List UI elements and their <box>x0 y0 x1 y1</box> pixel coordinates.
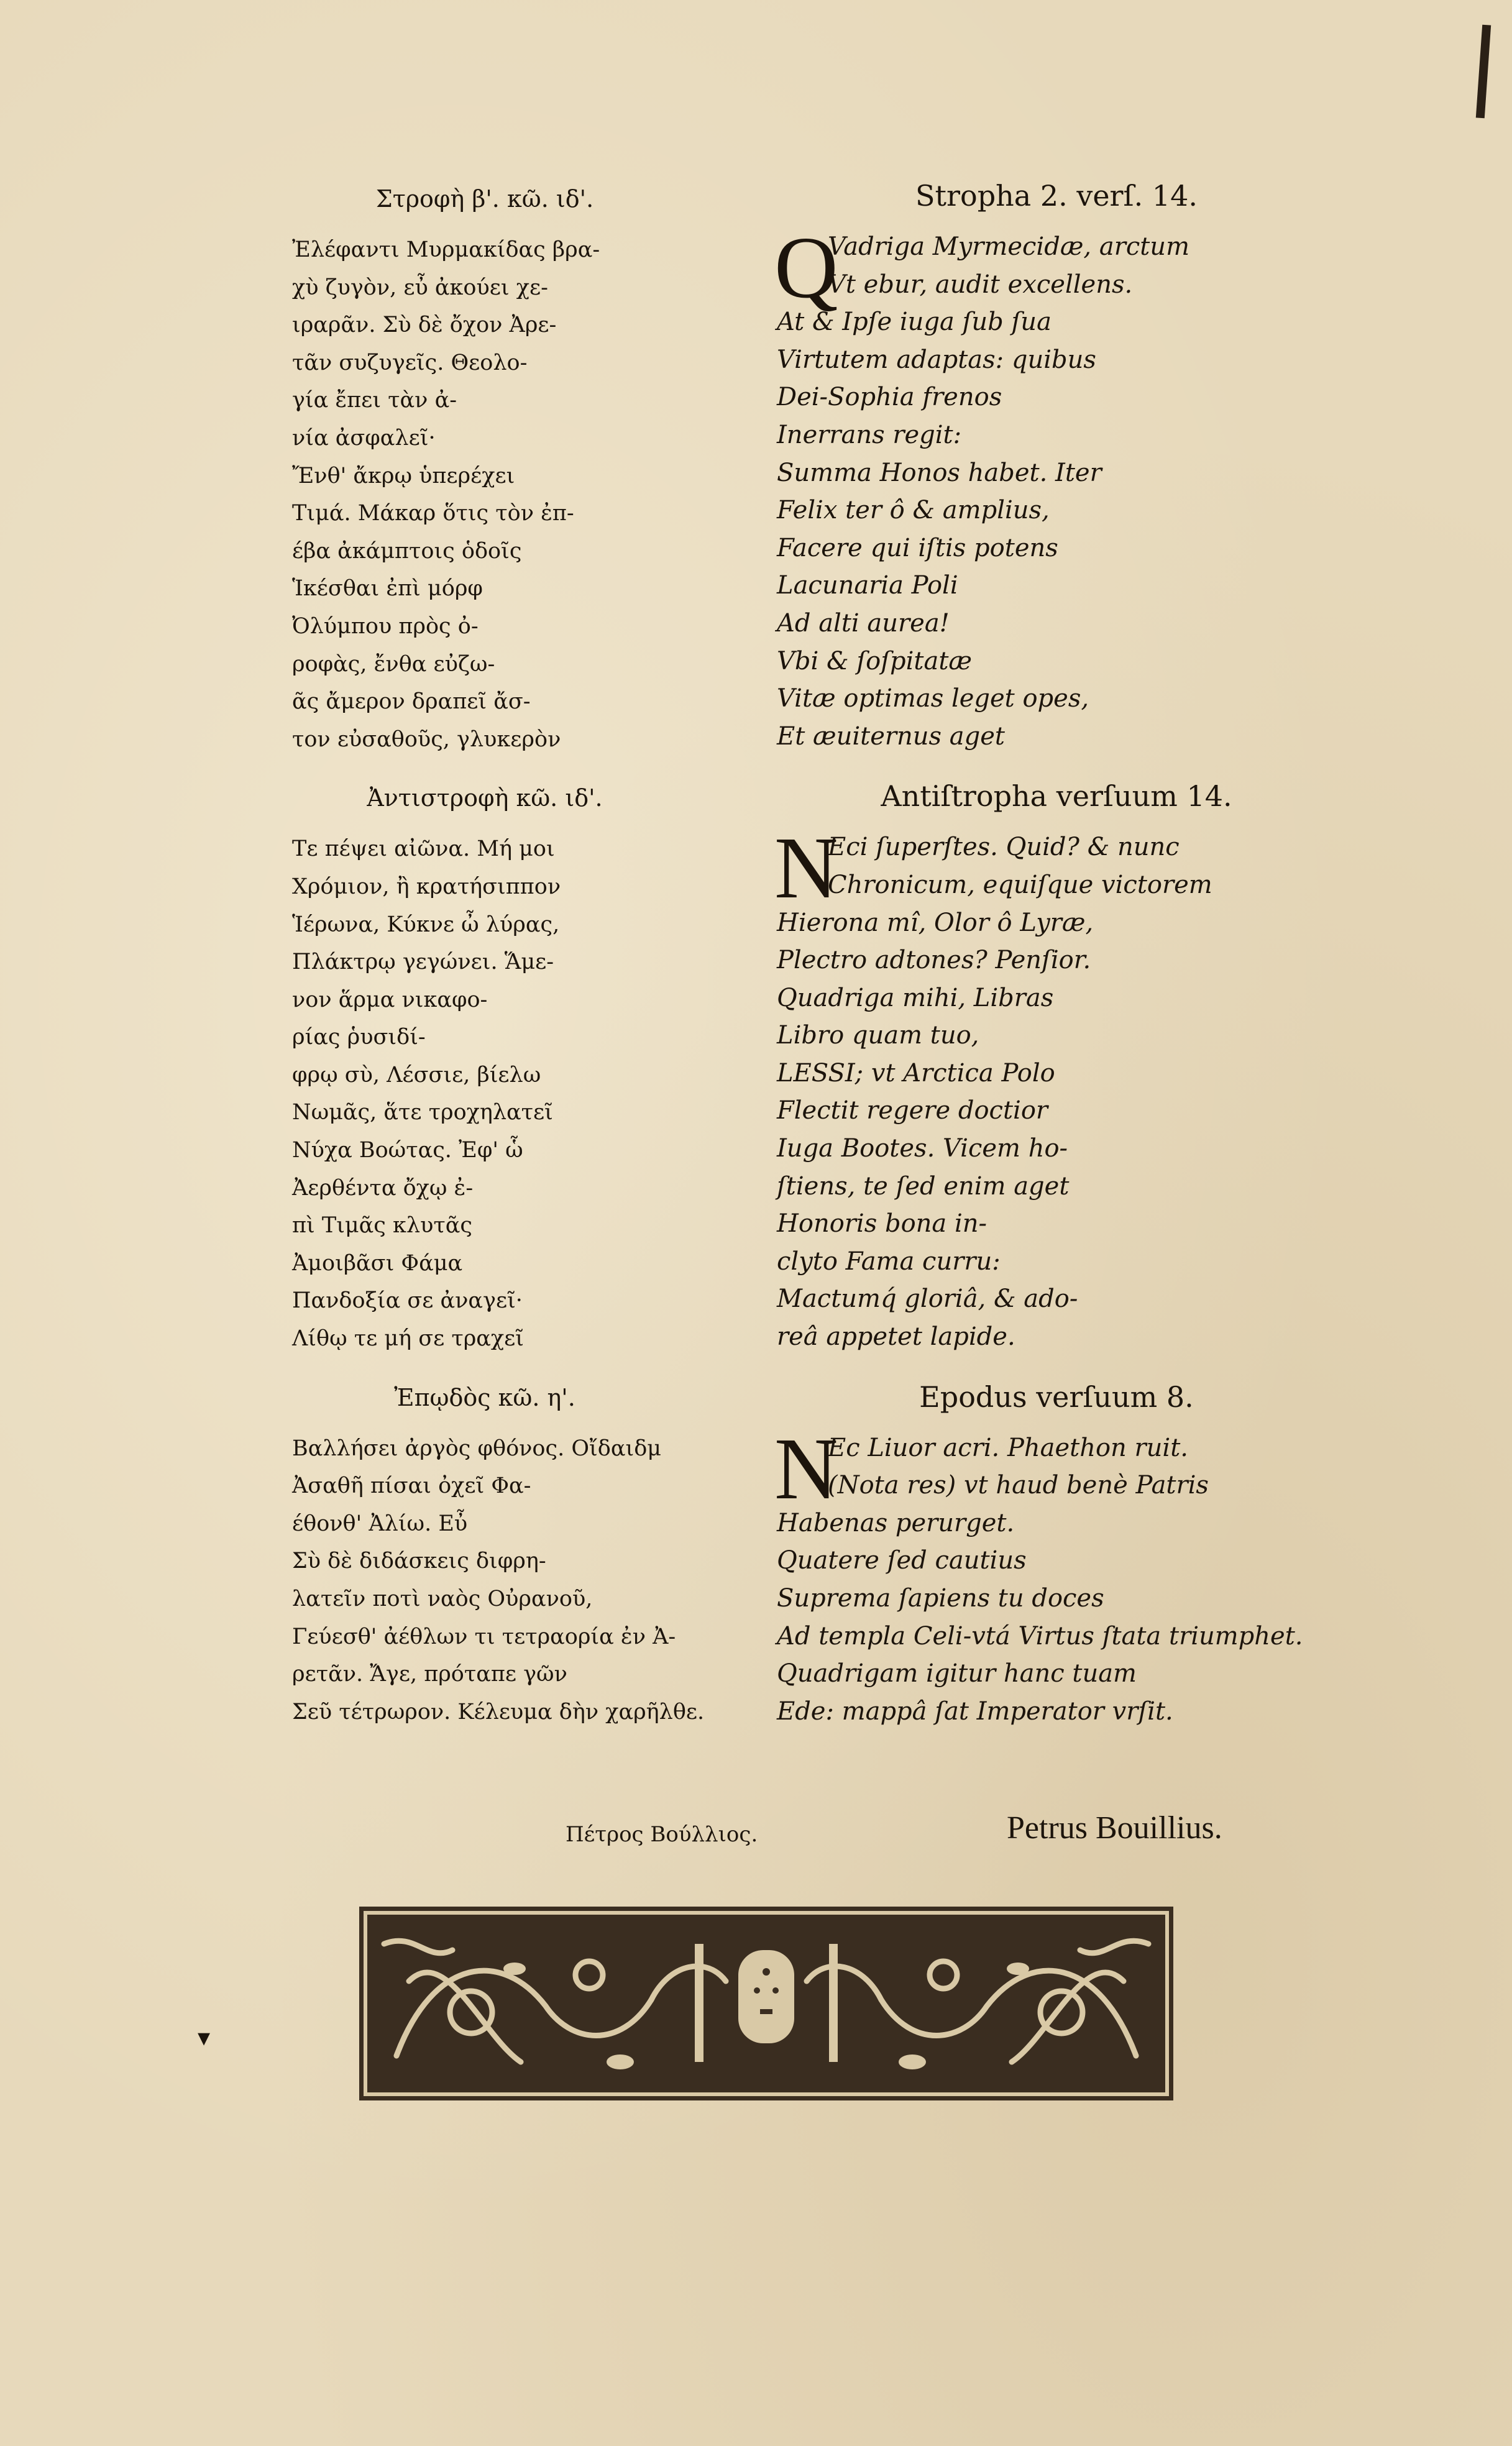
verse-line: Felix ter ô & amplius, <box>777 496 1050 525</box>
verse-line: Chronicum, equiſque victorem <box>828 870 1212 899</box>
verse-line: Flectit regere doctior <box>777 1096 1048 1125</box>
verse-line: Σεῦ τέτρωρον. Κέλευμα δὴν χαρῆλθε. <box>292 1699 705 1725</box>
verse-line: Summa Honos habet. Iter <box>777 458 1102 487</box>
verse-line: Ἱέρωνα, Κύκνε ὦ λύρας, <box>292 912 560 937</box>
greek-epode <box>292 1430 705 1731</box>
verse-line: Νωμᾶς, ἅτε τροχηλατεῖ <box>292 1100 553 1125</box>
verse-line: Λίθῳ τε μή σε τραχεῖ <box>292 1326 524 1352</box>
stray-mark: ▾ <box>198 2023 211 2052</box>
verse-line: Lacunaria Poli <box>777 571 958 600</box>
verse-line: φρῳ σὺ, Λέσσιε, βίελω <box>292 1062 541 1088</box>
verse-line: τον εὐσαθοῦς, γλυκερὸν <box>292 726 561 752</box>
verse-line: (Nota res) vt haud benè Patris <box>828 1471 1209 1500</box>
drop-cap-n: N <box>774 818 838 917</box>
verse-line: Τε πέψει αἰῶνα. Μή μοι <box>292 836 555 862</box>
verse-line: At & Ipſe iuga ſub ſua <box>777 308 1052 337</box>
verse-line: νον ἅρμα νικαφο- <box>292 987 488 1012</box>
verse-line: Βαλλήσει ἀργὸς φθόνος. Οἴδαιδμ <box>292 1436 662 1461</box>
verse-line: LESSI; vt Arctica Polo <box>777 1058 1055 1088</box>
verse-line: Ἔνθ' ἄκρῳ ὑπερέχει <box>292 463 515 488</box>
latin-antistrophe-heading: Antiſtropha verſuum 14. <box>881 779 1232 813</box>
latin-strophe-heading: Stropha 2. verſ. 14. <box>915 179 1198 213</box>
verse-line: Γεύεσθ' ἀέθλων τι τετραορία ἐν Ἀ- <box>292 1624 676 1649</box>
verse-line: Et æuiternus aget <box>777 721 1005 751</box>
verse-line: Ἀερθέντα ὄχῳ ἐ- <box>292 1175 474 1201</box>
greek-strophe-heading: Στροφὴ β'. κῶ. ιδ'. <box>375 185 594 213</box>
greek-signature: Πέτρος Βούλλιος. <box>566 1822 758 1847</box>
verse-line: ᾶς ἄμερον δραπεῖ ἄσ- <box>292 689 531 715</box>
greek-antistrophe <box>292 830 677 1357</box>
verse-line: ροφὰς, ἔνθα εὐζω- <box>292 651 495 677</box>
verse-line: Ὀλύμπου πρὸς ὀ- <box>292 613 479 639</box>
verse-line: ρετᾶν. Ἄγε, πρόταπε γῶν <box>292 1662 567 1687</box>
verse-line: Πλάκτρῳ γεγώνει. Ἅμε- <box>292 950 554 975</box>
verse-line: νία ἀσφαλεῖ· <box>292 425 436 451</box>
latin-antistrophe <box>774 818 1336 1355</box>
verse-line: χὺ ζυγὸν, εὖ ἀκούει χε- <box>292 275 548 300</box>
verse-line: ſtiens, te ſed enim aget <box>777 1171 1070 1201</box>
drop-cap-n-epode: N <box>774 1419 838 1518</box>
verse-line: Suprema ſapiens tu doces <box>777 1584 1104 1613</box>
verse-line: Iuga Bootes. Vicem ho- <box>777 1134 1068 1163</box>
verse-line: έβα ἀκάμπτοις ὁδοῖς <box>292 538 522 564</box>
verse-line: Ἀμοιβᾶσι Φάμα <box>292 1250 463 1276</box>
verse-line: Πανδοξία σε ἀναγεῖ· <box>292 1288 523 1314</box>
verse-line: ρίας ῥυσιδί- <box>292 1025 426 1050</box>
verse-line: ιραρᾶν. Σὺ δὲ ὄχον Ἀρε- <box>292 313 557 338</box>
verse-line: Facere qui iſtis potens <box>777 533 1058 562</box>
verse-line: γία ἔπει τὰν ἀ- <box>292 388 457 413</box>
verse-line: Vitæ optimas leget opes, <box>777 684 1089 713</box>
verse-line: Quadriga mihi, Libras <box>777 983 1054 1012</box>
latin-epode <box>774 1419 1336 1731</box>
verse-line: Ἀσαθῆ πίσαι ὀχεῖ Φα- <box>292 1473 531 1499</box>
verse-line: Mactumq́ gloriâ, & ado- <box>777 1285 1078 1314</box>
greek-column <box>292 180 705 1752</box>
verse-line: Τιμά. Μάκαρ ὅτις τὸν ἐπ- <box>292 501 574 526</box>
verse-line: Libro quam tuo, <box>777 1021 979 1050</box>
verse-line: Ἱκέσθαι ἐπὶ μόρφ <box>292 576 483 602</box>
verse-line: έθονθ' Ἀλίω. Εὖ <box>292 1511 468 1536</box>
verse-line: Ec Liuor acri. Phaethon ruit. <box>828 1433 1188 1462</box>
verse-line: Vt ebur, audit excellens. <box>828 270 1133 299</box>
corner-ink-mark <box>1476 25 1491 119</box>
verse-line: Plectro adtones? Penſior. <box>777 946 1091 975</box>
verse-line: τᾶν συζυγεῖς. Θεολο- <box>292 350 528 375</box>
verse-line: Virtutem adaptas: quibus <box>777 345 1096 374</box>
latin-strophe <box>774 218 1336 755</box>
latin-epode-heading: Epodus verſuum 8. <box>919 1380 1194 1414</box>
verse-line: Σὺ δὲ διδάσκεις διφρη- <box>292 1549 546 1574</box>
verse-line: Dei-Sophia frenos <box>777 383 1002 412</box>
verse-line: Inerrans regit: <box>777 420 962 449</box>
verse-line: reâ appetet lapide. <box>777 1322 1015 1352</box>
verse-line: Ad templa Celi-vtá Virtus ſtata triumphet. <box>777 1621 1303 1651</box>
verse-line: Ede: mappâ ſat Imperator vrſit. <box>777 1697 1173 1726</box>
verse-line: Χρόμιον, ἢ κρατήσιππον <box>292 874 561 899</box>
verse-line: Vadriga Myrmecidæ, arctum <box>828 232 1189 261</box>
verse-line: Eci ſuperſtes. Quid? & nunc <box>828 833 1180 862</box>
verse-line: Νύχα Βοώτας. Ἐφ' ὧ <box>292 1138 523 1163</box>
verse-line: Quatere ſed cautius <box>777 1546 1027 1575</box>
verse-line: Hierona mî, Olor ô Lyræ, <box>777 908 1094 937</box>
verse-line: clyto Fama curru: <box>777 1247 1001 1276</box>
greek-epode-heading: Ἐπῳδὸς κῶ. η'. <box>394 1383 575 1411</box>
verse-line: Ad alti aurea! <box>777 608 950 638</box>
greek-strophe <box>292 231 677 758</box>
verse-line: Habenas perurget. <box>777 1508 1015 1537</box>
verse-line: πὶ Τιμᾶς κλυτᾶς <box>292 1213 472 1239</box>
latin-signature: Petrus Bouillius. <box>1007 1810 1222 1846</box>
verse-line: Ἐλέφαντι Μυρμακίδας βρα- <box>292 237 600 262</box>
greek-antistrophe-heading: Ἀντιστροφὴ κῶ. ιδ'. <box>367 784 603 812</box>
verse-line: Vbi & ſoſpitatæ <box>777 646 973 676</box>
woodcut-headpiece-ornament <box>359 1907 1173 2100</box>
latin-column <box>774 177 1336 1752</box>
verse-line: Quadrigam igitur hanc tuam <box>777 1659 1137 1688</box>
verse-line: λατεῖν ποτὶ ναὸς Οὐρανοῦ, <box>292 1587 593 1611</box>
verse-line: Honoris bona in- <box>777 1209 987 1239</box>
drop-cap-q: Q <box>774 218 838 316</box>
